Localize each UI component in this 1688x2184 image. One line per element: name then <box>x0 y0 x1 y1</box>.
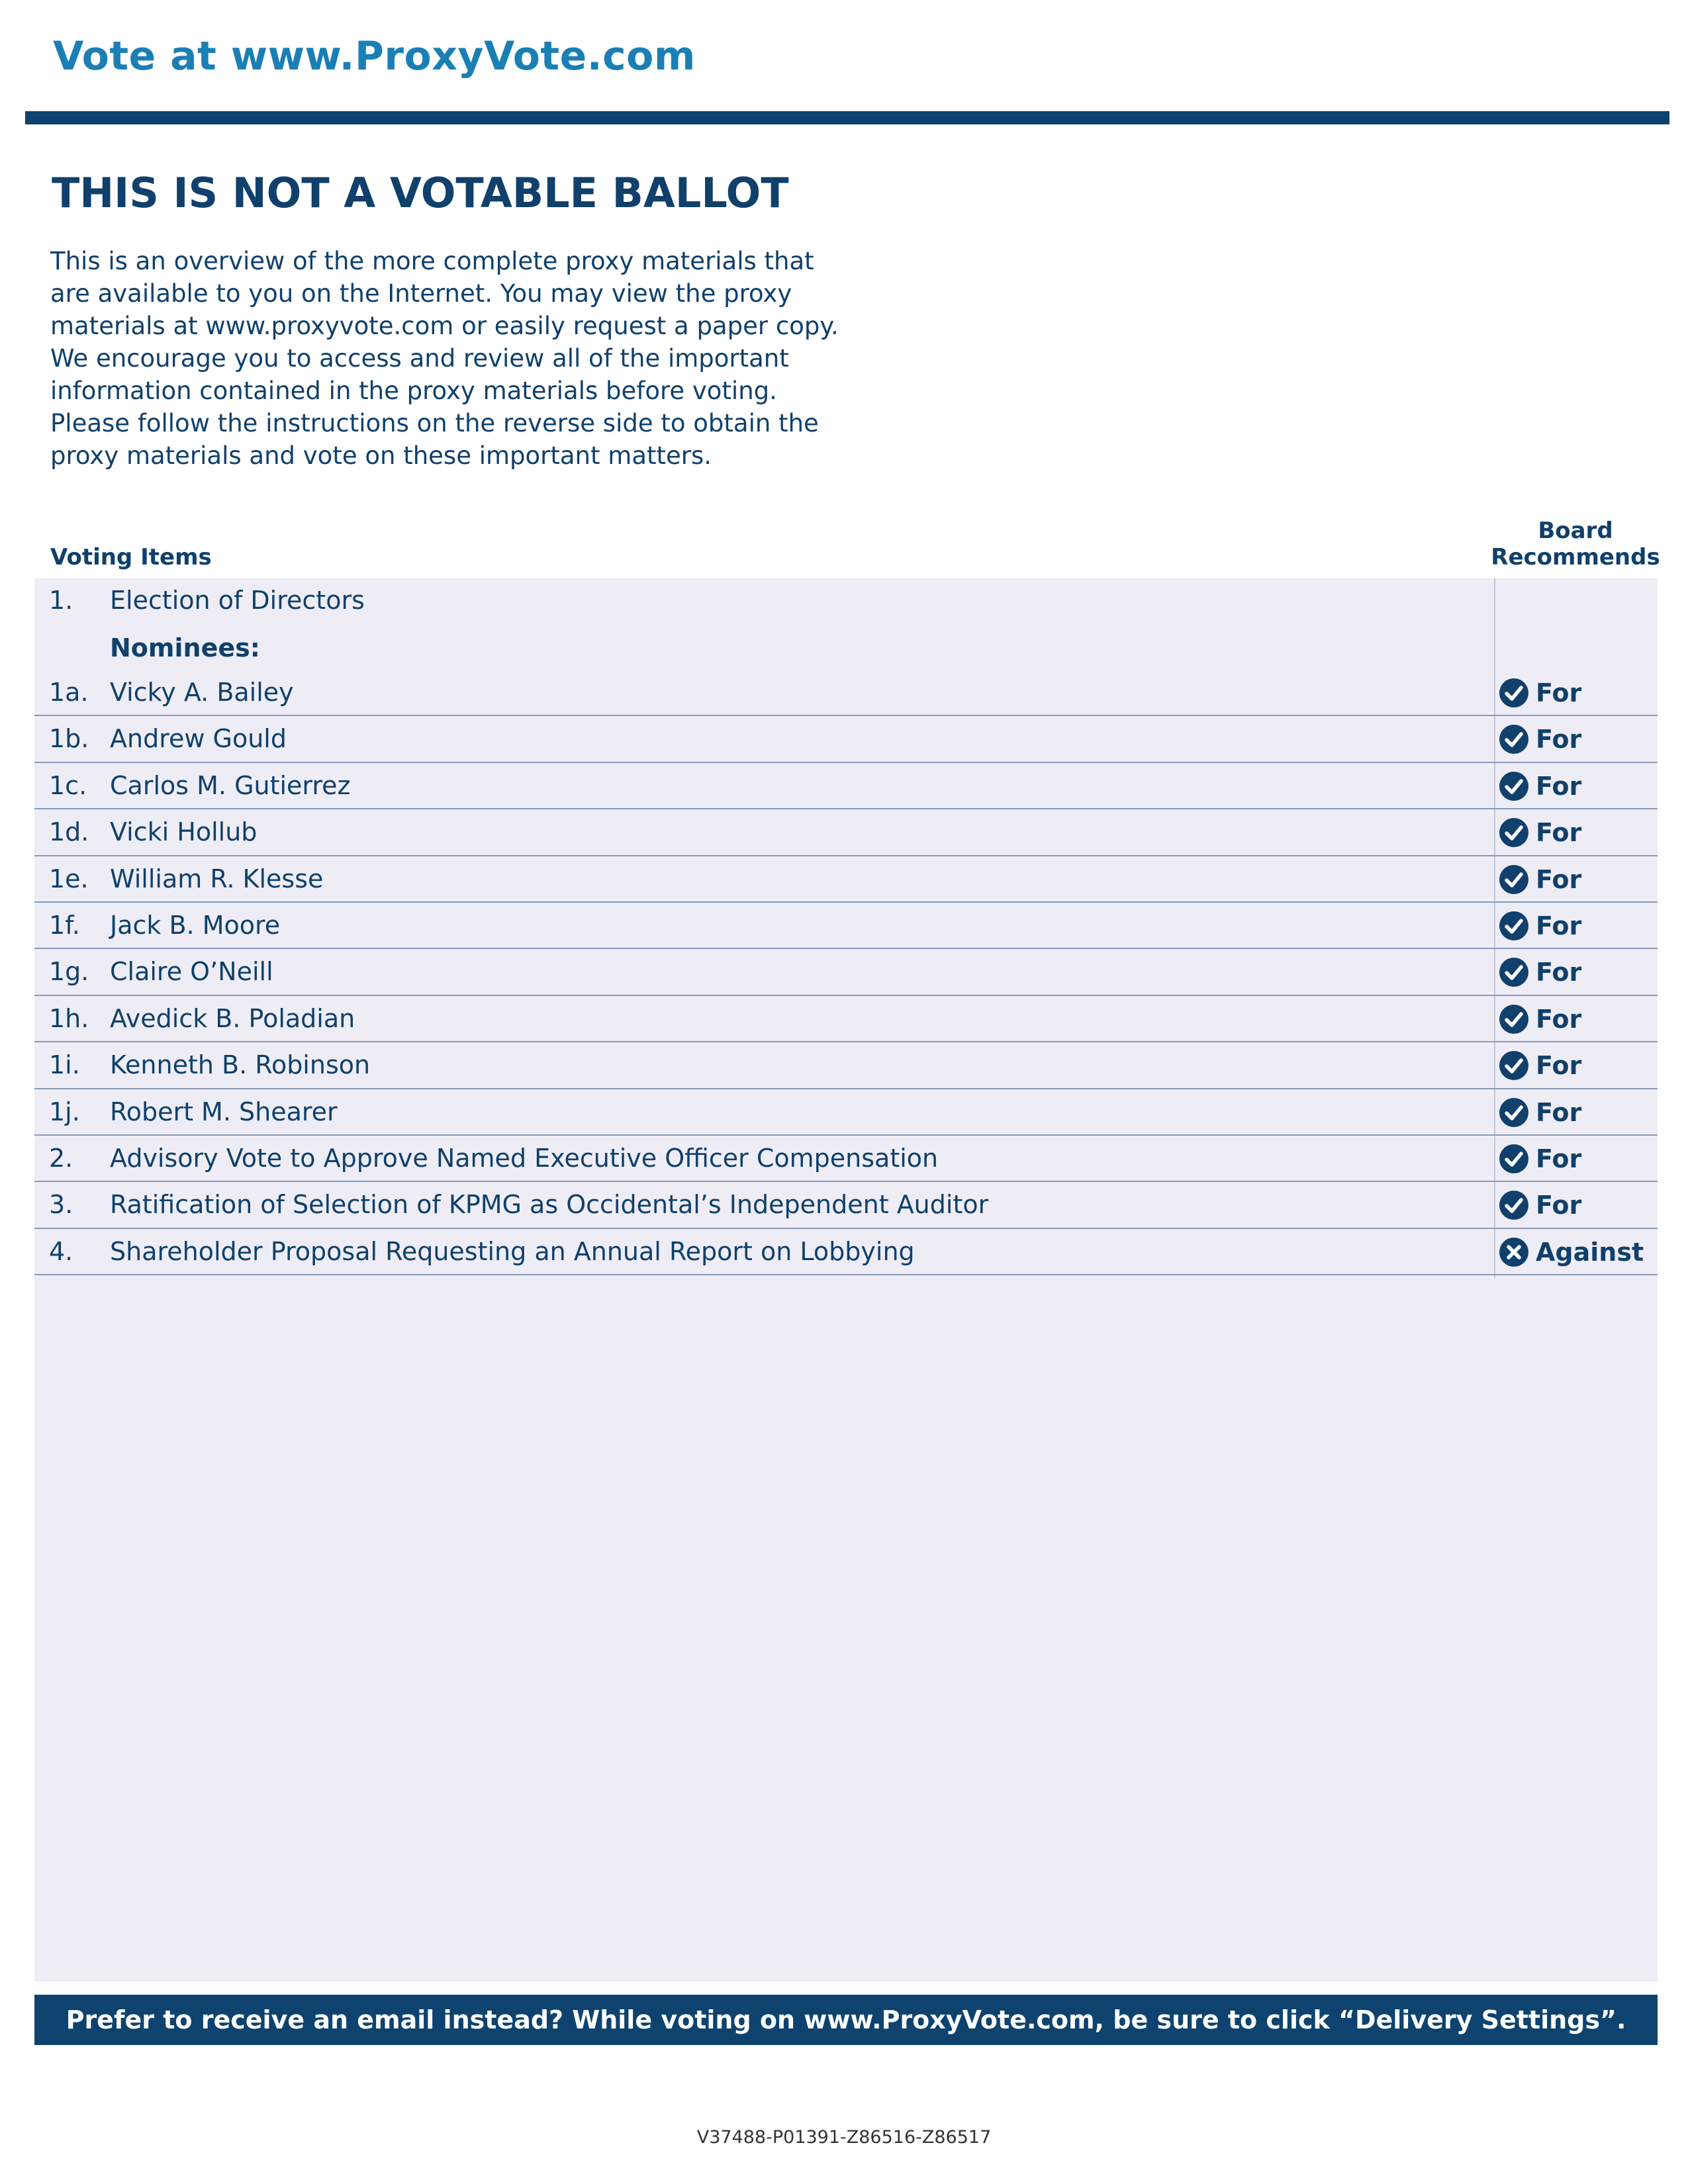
check-circle-icon <box>1499 911 1529 941</box>
check-circle-icon <box>1499 724 1529 754</box>
board-recommendation <box>1499 1050 1581 1081</box>
board-recommendation <box>1499 957 1581 987</box>
board-recommendation <box>1499 1004 1581 1034</box>
check-circle-icon <box>1499 1144 1529 1174</box>
recommendation-label: For <box>1536 678 1582 707</box>
item-text: Advisory Vote to Approve Named Executive Officer Compensation <box>110 1144 939 1173</box>
table-row <box>34 1229 1658 1275</box>
table-row <box>34 1136 1658 1182</box>
recommendation-label: For <box>1536 864 1582 894</box>
table-row <box>34 763 1658 809</box>
check-circle-icon <box>1499 678 1529 708</box>
table-row <box>34 1042 1658 1089</box>
item-text: Claire O’Neill <box>110 957 273 987</box>
board-recommendation <box>1499 1097 1581 1128</box>
item-text: Election of Directors <box>110 586 365 615</box>
item-number: 1i. <box>49 1050 80 1080</box>
check-circle-icon <box>1499 1097 1529 1128</box>
intro-line: proxy materials and vote on these important matters. <box>50 441 712 470</box>
item-number: 1f. <box>49 911 80 940</box>
item-number: 2. <box>49 1144 73 1173</box>
recommendation-label: For <box>1536 1004 1582 1034</box>
recommendation-label: For <box>1536 911 1582 940</box>
item-text: William R. Klesse <box>110 864 324 893</box>
item-number: 1h. <box>49 1003 89 1033</box>
table-row <box>34 903 1658 949</box>
board-recommendation <box>1499 817 1581 848</box>
check-circle-icon <box>1499 771 1529 801</box>
recommendation-label: For <box>1536 771 1582 801</box>
vote-link-heading[interactable]: Vote at www.ProxyVote.com <box>53 33 696 79</box>
item-text: Andrew Gould <box>110 724 287 754</box>
table-row <box>34 856 1658 903</box>
item-number: 1a. <box>49 678 89 707</box>
check-circle-icon <box>1499 957 1529 987</box>
check-circle-icon <box>1499 817 1529 848</box>
intro-line: materials at www.proxyvote.com or easily request a paper copy. <box>50 312 839 340</box>
table-row <box>34 716 1658 762</box>
check-circle-icon <box>1499 1190 1529 1220</box>
table-row <box>34 949 1658 995</box>
board-recommendation <box>1499 1237 1644 1267</box>
table-row <box>34 1182 1658 1228</box>
item-number: 1g. <box>49 957 89 987</box>
board-header-line2: Recommends <box>1491 544 1660 570</box>
page-title: THIS IS NOT A VOTABLE BALLOT <box>52 169 789 217</box>
board-recommendation <box>1499 678 1581 708</box>
recommendation-label: For <box>1536 818 1582 848</box>
item-text: Jack B. Moore <box>110 911 281 940</box>
recommendation-label: For <box>1536 1144 1582 1173</box>
check-circle-icon <box>1499 1050 1529 1081</box>
item-text: Robert M. Shearer <box>110 1097 338 1126</box>
table-row <box>34 670 1658 716</box>
item-text: Shareholder Proposal Requesting an Annual Report on Lobbying <box>110 1236 915 1266</box>
recommendation-label: Against <box>1536 1237 1644 1267</box>
check-circle-icon <box>1499 1004 1529 1034</box>
intro-paragraph <box>50 245 865 472</box>
board-recommendation <box>1499 911 1581 941</box>
board-header-line1: Board <box>1538 518 1613 544</box>
item-number: 1. <box>49 586 73 615</box>
item-number: 1b. <box>49 724 89 754</box>
table-row <box>34 996 1658 1042</box>
email-delivery-banner: Prefer to receive an email instead? While voting on www.ProxyVote.com, be sure to click “Delivery Settings”. <box>34 1995 1658 2045</box>
item-text: Ratification of Selection of KPMG as Occidental’s Independent Auditor <box>110 1190 989 1220</box>
item-text: Avedick B. Poladian <box>110 1003 355 1033</box>
nominees-label: Nominees: <box>110 633 260 662</box>
recommendation-label: For <box>1536 725 1582 754</box>
intro-line: We encourage you to access and review all of the important <box>50 344 789 373</box>
intro-line: are available to you on the Internet. You may view the proxy <box>50 279 792 308</box>
recommendation-label: For <box>1536 1097 1582 1127</box>
intro-line: Please follow the instructions on the reverse side to obtain the <box>50 409 819 437</box>
item-number: 3. <box>49 1190 73 1220</box>
voting-items-header: Voting Items <box>50 544 212 570</box>
item-number: 1c. <box>49 770 87 800</box>
table-row <box>34 1089 1658 1136</box>
board-recommendation <box>1499 864 1581 895</box>
check-circle-icon <box>1499 864 1529 895</box>
board-recommendation <box>1499 724 1581 754</box>
top-divider <box>25 111 1669 124</box>
x-circle-icon <box>1499 1237 1529 1267</box>
board-recommends-header <box>1489 518 1662 570</box>
nominees-row <box>34 631 1658 664</box>
item-number: 1e. <box>49 864 89 893</box>
item-number: 1j. <box>49 1097 80 1126</box>
recommendation-label: For <box>1536 1191 1582 1220</box>
election-row <box>34 584 1658 617</box>
document-control-number: V37488-P01391-Z86516-Z86517 <box>696 2127 992 2148</box>
item-number: 4. <box>49 1236 73 1266</box>
recommendation-label: For <box>1536 1051 1582 1081</box>
recommendation-label: For <box>1536 958 1582 987</box>
item-text: Vicki Hollub <box>110 817 258 847</box>
board-recommendation <box>1499 771 1581 801</box>
intro-line: information contained in the proxy materials before voting. <box>50 377 777 405</box>
item-text: Kenneth B. Robinson <box>110 1050 371 1080</box>
board-recommendation <box>1499 1190 1581 1220</box>
item-text: Carlos M. Gutierrez <box>110 770 351 800</box>
item-text: Vicky A. Bailey <box>110 678 294 707</box>
board-recommendation <box>1499 1144 1581 1174</box>
intro-line: This is an overview of the more complete proxy materials that <box>50 247 814 275</box>
item-number: 1d. <box>49 817 89 847</box>
table-row <box>34 809 1658 856</box>
